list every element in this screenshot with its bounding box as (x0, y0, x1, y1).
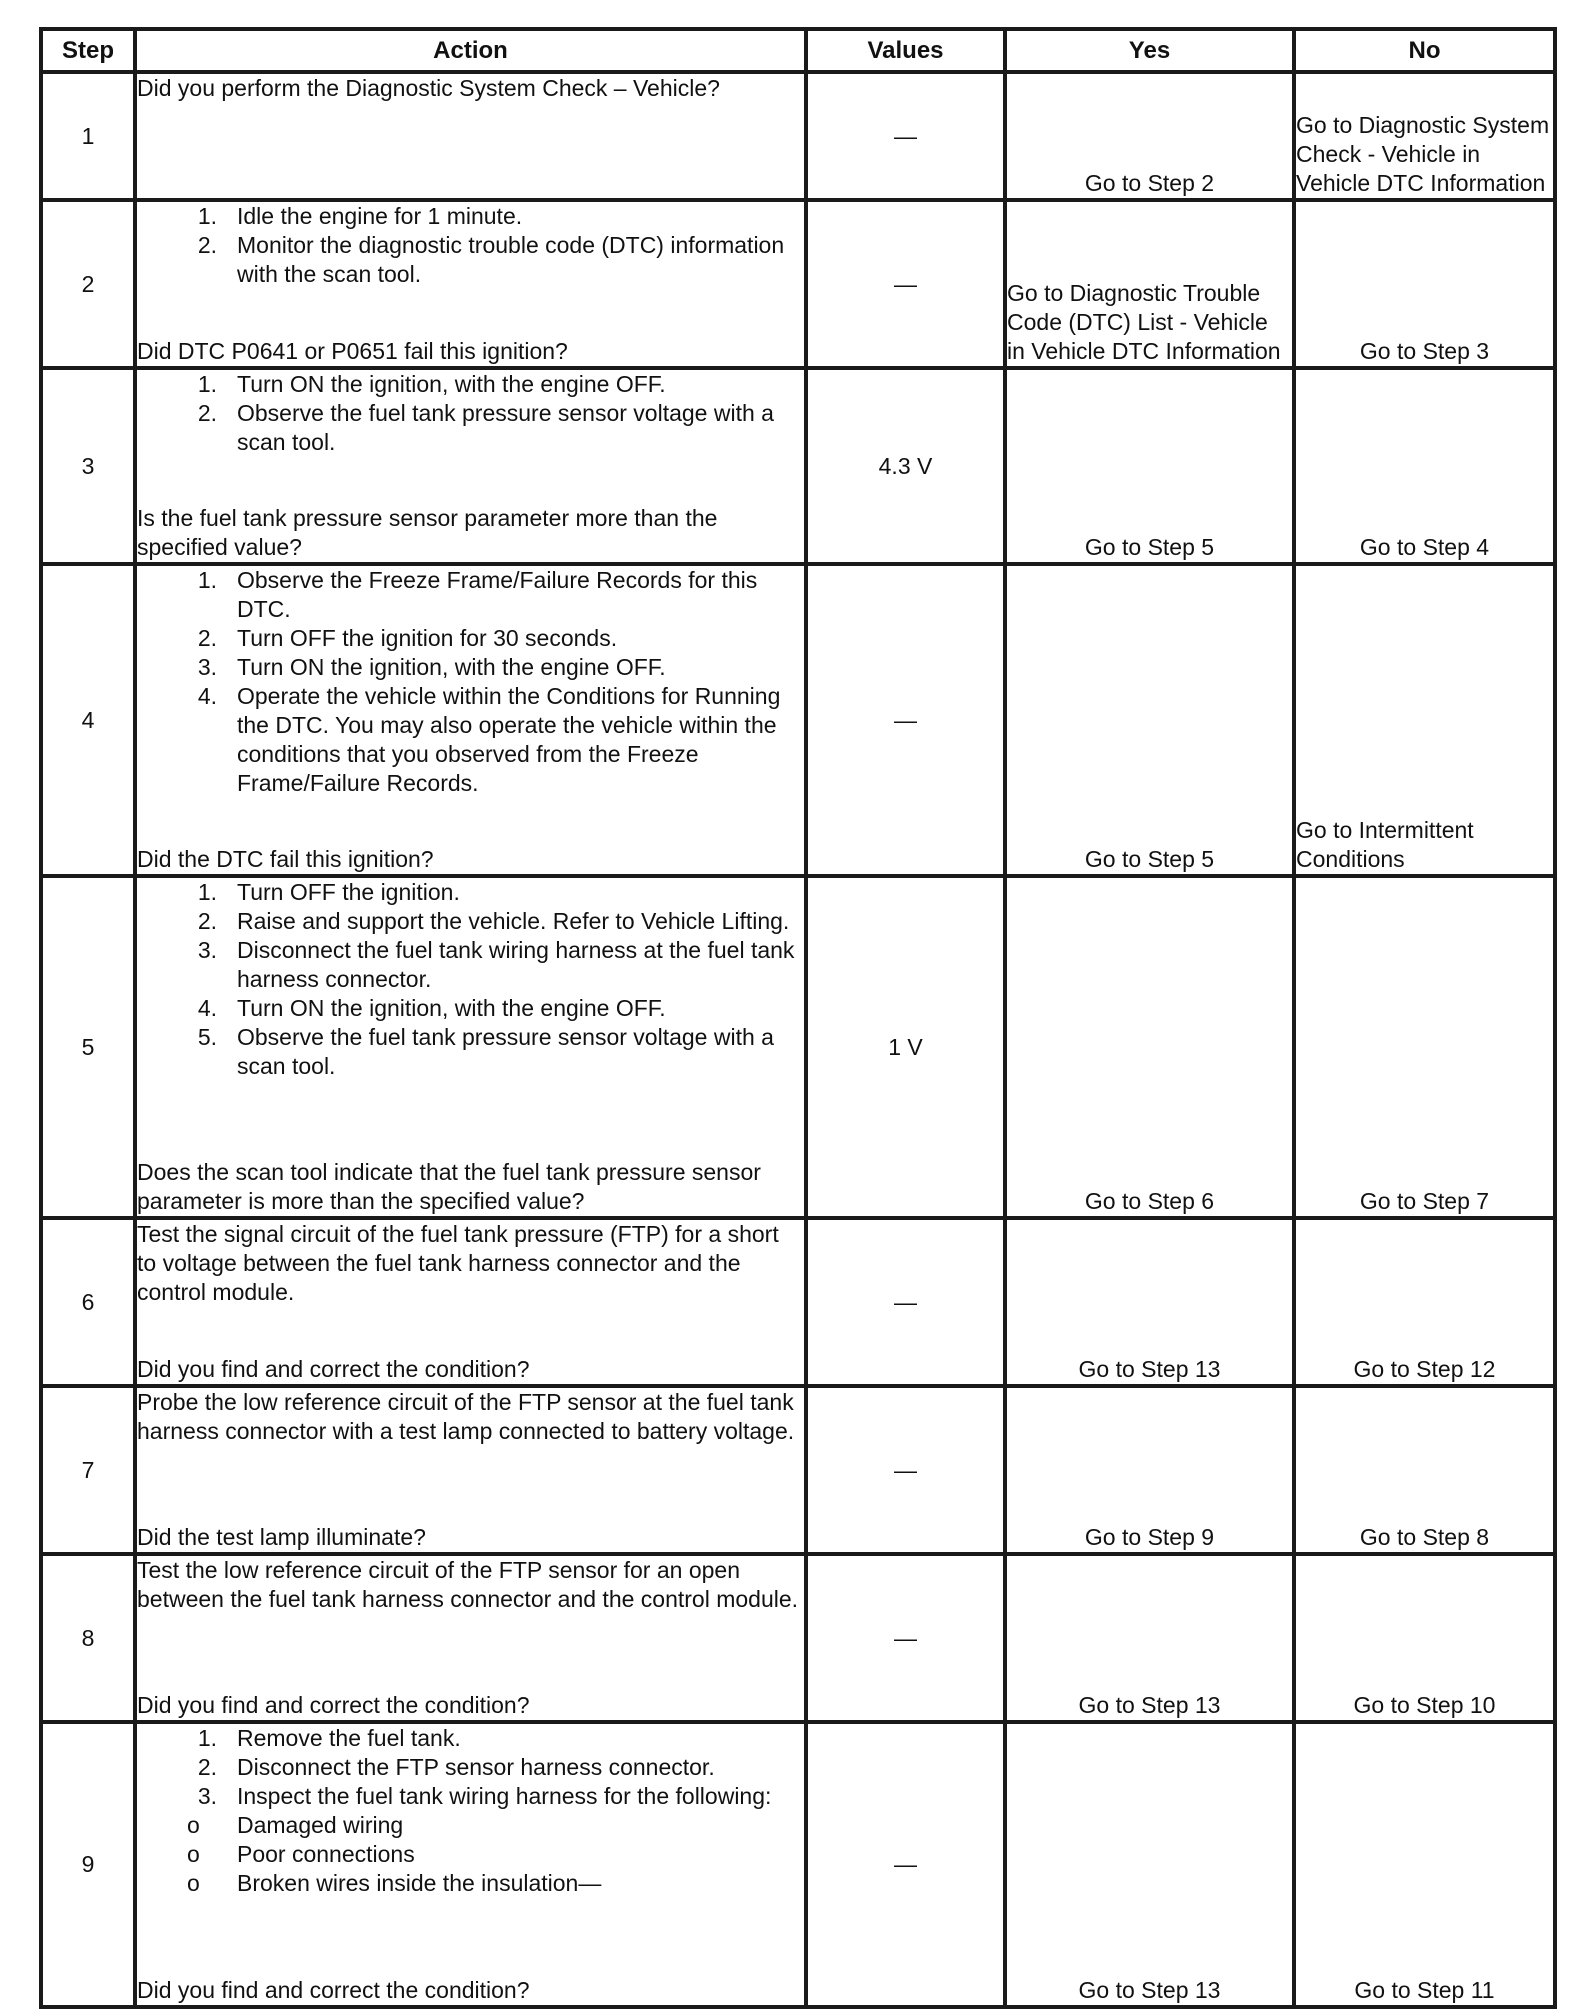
list-item-number: 1. (197, 371, 217, 397)
bullet-icon: o (187, 1841, 200, 1867)
header-step: Step (41, 29, 135, 72)
list-item (137, 1753, 804, 1782)
header-no: No (1294, 29, 1555, 72)
table-row (41, 72, 1555, 200)
step-number: 2 (41, 200, 135, 368)
list-item (137, 231, 804, 289)
action-cell (135, 200, 806, 368)
action-question: Did the DTC fail this ignition? (137, 846, 434, 872)
yes-cell (1005, 1386, 1294, 1554)
step-number: 5 (41, 876, 135, 1218)
no-cell (1294, 1722, 1555, 2007)
diagnostic-table (39, 27, 1557, 2009)
step-number: 7 (41, 1386, 135, 1554)
list-item (137, 936, 804, 994)
action-cell (135, 1722, 806, 2007)
no-cell (1294, 200, 1555, 368)
list-item-number: 3. (197, 654, 217, 680)
yes-cell (1005, 200, 1294, 368)
action-question: Did you find and correct the condition? (137, 1356, 530, 1382)
list-item-text: Damaged wiring (237, 1812, 404, 1838)
list-item (137, 994, 804, 1023)
table-row (41, 1554, 1555, 1722)
table-row (41, 564, 1555, 876)
list-item (137, 566, 804, 624)
list-item-number: 4. (197, 683, 217, 709)
list-item-text: Observe the fuel tank pressure sensor voltage with a scan tool. (237, 1024, 774, 1079)
no-action-text: Go to Step 3 (1359, 338, 1490, 364)
value-cell: — (806, 564, 1005, 876)
yes-cell (1005, 564, 1294, 876)
list-item-text: Poor connections (237, 1841, 415, 1867)
value-cell: — (806, 1218, 1005, 1386)
yes-cell (1005, 1218, 1294, 1386)
header-yes: Yes (1005, 29, 1294, 72)
list-item-text: Raise and support the vehicle. Refer to Vehicle Lifting. (237, 908, 790, 934)
table-row (41, 200, 1555, 368)
list-item-text: Observe the Freeze Frame/Failure Records for this DTC. (237, 567, 758, 622)
bullet-icon: o (187, 1870, 200, 1896)
action-steps-list (137, 202, 804, 289)
list-item-text: Broken wires inside the insulation— (237, 1870, 602, 1896)
no-cell (1294, 876, 1555, 1218)
header-values: Values (806, 29, 1005, 72)
yes-cell (1005, 1722, 1294, 2007)
no-cell (1294, 1554, 1555, 1722)
no-action-text: Go to Step 4 (1359, 534, 1490, 560)
sub-bullet-list (137, 1811, 804, 1898)
action-question: Does the scan tool indicate that the fuel tank pressure sensor parameter is more than the specified value? (137, 1159, 761, 1214)
list-item-text: Remove the fuel tank. (237, 1725, 461, 1751)
yes-action-text: Go to Step 13 (1078, 1356, 1221, 1382)
list-item-text: Turn OFF the ignition for 30 seconds. (237, 625, 618, 651)
table-row (41, 1722, 1555, 2007)
no-action-text: Go to Step 12 (1353, 1356, 1496, 1382)
action-intro: Probe the low reference circuit of the FTP sensor at the fuel tank harness connector with a test lamp connected to battery voltage. (137, 1389, 795, 1444)
action-cell (135, 1554, 806, 1722)
yes-action-text: Go to Step 2 (1084, 170, 1215, 196)
list-item-text: Disconnect the FTP sensor harness connector. (237, 1754, 715, 1780)
list-item (137, 202, 804, 231)
value-cell: — (806, 1386, 1005, 1554)
list-item-text: Turn ON the ignition, with the engine OFF. (237, 995, 666, 1021)
value-cell: 1 V (806, 876, 1005, 1218)
yes-action-text: Go to Step 13 (1078, 1977, 1221, 2003)
action-question: Did DTC P0641 or P0651 fail this ignition? (137, 338, 568, 364)
value-cell: — (806, 1554, 1005, 1722)
step-number: 1 (41, 72, 135, 200)
list-item-number: 1. (197, 1725, 217, 1751)
step-number: 3 (41, 368, 135, 564)
list-item-text: Inspect the fuel tank wiring harness for the following: (237, 1783, 772, 1809)
list-item (137, 1869, 804, 1898)
list-item-text: Disconnect the fuel tank wiring harness at the fuel tank harness connector. (237, 937, 795, 992)
list-item-text: Turn ON the ignition, with the engine OFF. (237, 371, 666, 397)
list-item-number: 2. (197, 232, 217, 258)
action-intro: Test the low reference circuit of the FTP sensor for an open between the fuel tank harness connector and the control module. (137, 1557, 799, 1612)
list-item (137, 1840, 804, 1869)
list-item-number: 5. (197, 1024, 217, 1050)
table-row (41, 1218, 1555, 1386)
step-number: 6 (41, 1218, 135, 1386)
action-steps-list (137, 1724, 804, 1811)
action-cell (135, 1386, 806, 1554)
no-cell (1294, 1386, 1555, 1554)
list-item-number: 4. (197, 995, 217, 1021)
list-item-text: Idle the engine for 1 minute. (237, 203, 523, 229)
step-number: 9 (41, 1722, 135, 2007)
action-steps-list (137, 566, 804, 798)
action-intro: Did you perform the Diagnostic System Check – Vehicle? (137, 75, 720, 101)
list-item (137, 1724, 804, 1753)
action-question: Did the test lamp illuminate? (137, 1524, 426, 1550)
action-cell (135, 72, 806, 200)
value-cell: 4.3 V (806, 368, 1005, 564)
no-action-text: Go to Step 7 (1359, 1188, 1490, 1214)
action-cell (135, 1218, 806, 1386)
list-item-number: 1. (197, 203, 217, 229)
list-item (137, 1811, 804, 1840)
value-cell: — (806, 1722, 1005, 2007)
list-item-number: 2. (197, 400, 217, 426)
no-action-text: Go to Intermittent Conditions (1296, 817, 1474, 872)
list-item-number: 3. (197, 937, 217, 963)
no-action-text: Go to Step 8 (1359, 1524, 1490, 1550)
action-intro: Test the signal circuit of the fuel tank pressure (FTP) for a short to voltage between the fuel tank harness connector and the control module. (137, 1221, 779, 1305)
step-number: 4 (41, 564, 135, 876)
list-item (137, 370, 804, 399)
yes-action-text: Go to Step 5 (1084, 846, 1215, 872)
header-row (41, 29, 1555, 72)
list-item-text: Turn OFF the ignition. (237, 879, 460, 905)
list-item (137, 907, 804, 936)
list-item (137, 878, 804, 907)
action-cell (135, 368, 806, 564)
yes-action-text: Go to Step 13 (1078, 1692, 1221, 1718)
list-item-text: Operate the vehicle within the Conditions for Running the DTC. You may also operate the vehicle within the conditions that you observed from the Freeze Frame/Failure Records. (237, 683, 781, 796)
list-item (137, 682, 804, 798)
yes-cell (1005, 1554, 1294, 1722)
list-item-number: 2. (197, 908, 217, 934)
list-item-number: 2. (197, 1754, 217, 1780)
value-cell: — (806, 200, 1005, 368)
step-number: 8 (41, 1554, 135, 1722)
list-item-number: 1. (197, 879, 217, 905)
action-steps-list (137, 370, 804, 457)
no-cell (1294, 564, 1555, 876)
action-steps-list (137, 878, 804, 1081)
list-item (137, 1023, 804, 1081)
list-item-text: Turn ON the ignition, with the engine OFF. (237, 654, 666, 680)
table-row (41, 1386, 1555, 1554)
list-item (137, 399, 804, 457)
no-action-text: Go to Diagnostic System Check - Vehicle in Vehicle DTC Information (1296, 112, 1550, 196)
table-row (41, 876, 1555, 1218)
list-item (137, 653, 804, 682)
no-cell (1294, 1218, 1555, 1386)
yes-action-text: Go to Step 6 (1084, 1188, 1215, 1214)
action-question: Did you find and correct the condition? (137, 1977, 530, 2003)
no-cell (1294, 72, 1555, 200)
list-item-number: 3. (197, 1783, 217, 1809)
list-item-text: Monitor the diagnostic trouble code (DTC) information with the scan tool. (237, 232, 785, 287)
action-cell (135, 876, 806, 1218)
no-action-text: Go to Step 11 (1354, 1977, 1495, 2003)
value-cell: — (806, 72, 1005, 200)
list-item-text: Observe the fuel tank pressure sensor voltage with a scan tool. (237, 400, 774, 455)
no-cell (1294, 368, 1555, 564)
list-item (137, 1782, 804, 1811)
yes-action-text: Go to Step 5 (1084, 534, 1215, 560)
action-cell (135, 564, 806, 876)
bullet-icon: o (187, 1812, 200, 1838)
yes-action-text: Go to Step 9 (1084, 1524, 1215, 1550)
list-item-number: 2. (197, 625, 217, 651)
no-action-text: Go to Step 10 (1353, 1692, 1496, 1718)
yes-cell (1005, 876, 1294, 1218)
table-row (41, 368, 1555, 564)
action-question: Did you find and correct the condition? (137, 1692, 530, 1718)
action-question: Is the fuel tank pressure sensor parameter more than the specified value? (137, 505, 718, 560)
yes-action-text: Go to Diagnostic Trouble Code (DTC) List - Vehicle in Vehicle DTC Information (1007, 280, 1281, 364)
list-item-number: 1. (197, 567, 217, 593)
yes-cell (1005, 72, 1294, 200)
yes-cell (1005, 368, 1294, 564)
header-action: Action (135, 29, 806, 72)
list-item (137, 624, 804, 653)
